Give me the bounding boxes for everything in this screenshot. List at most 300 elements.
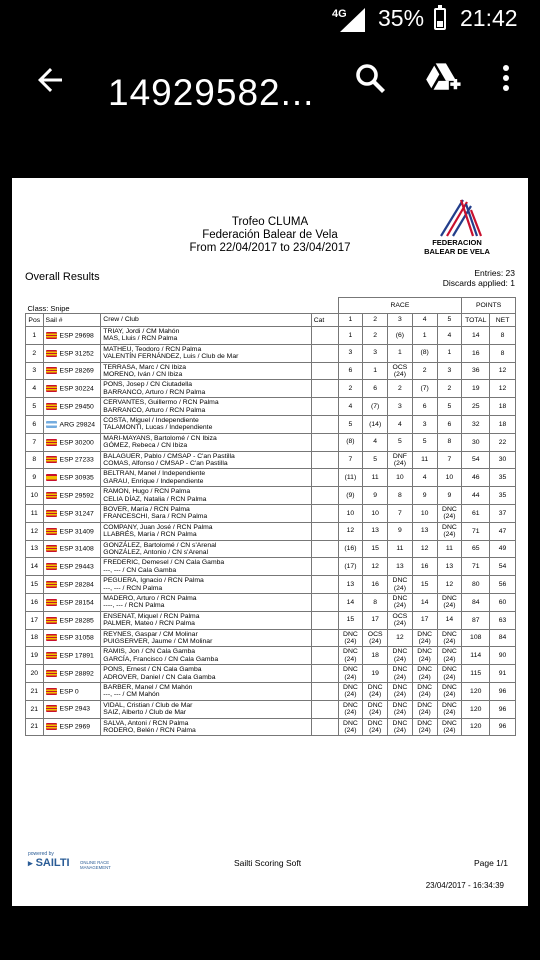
race-score-5: 5 bbox=[437, 398, 462, 416]
race-score-5: 7 bbox=[437, 451, 462, 469]
sail-number: ESP 31252 bbox=[59, 349, 94, 357]
flag-icon bbox=[46, 421, 57, 428]
crew-line-2: VALENTÍN FERNÁNDEZ, Luis / Club de Mar bbox=[103, 353, 239, 361]
signal-icon bbox=[332, 7, 368, 33]
row-cat bbox=[311, 504, 338, 522]
crew-line-1: PONS, Ernest / CN Cala Gamba bbox=[103, 666, 202, 674]
race-score-2: 19 bbox=[363, 665, 388, 683]
row-crew bbox=[101, 576, 311, 594]
race-score-3: DNF (24) bbox=[388, 451, 413, 469]
race-score-2: DNC (24) bbox=[363, 700, 388, 718]
row-cat bbox=[311, 398, 338, 416]
sail-number: ESP 28285 bbox=[59, 616, 94, 624]
row-crew bbox=[101, 362, 311, 380]
row-net: 8 bbox=[490, 327, 516, 345]
race-score-4: 16 bbox=[412, 558, 437, 576]
discards-applied: Discards applied: 1 bbox=[442, 278, 515, 288]
crew-line-2: TALAMONTI, Lucas / Independiente bbox=[103, 424, 213, 432]
row-position: 3 bbox=[26, 362, 44, 380]
row-sail bbox=[43, 665, 101, 683]
row-total: 61 bbox=[462, 504, 490, 522]
flag-icon bbox=[46, 403, 57, 410]
flag-icon bbox=[46, 545, 57, 552]
row-total: 65 bbox=[462, 540, 490, 558]
row-net: 90 bbox=[490, 647, 516, 665]
race-score-2: 3 bbox=[363, 344, 388, 362]
row-net: 60 bbox=[490, 593, 516, 611]
organizer: Federación Balear de Vela bbox=[202, 229, 338, 241]
race-score-4: 1 bbox=[412, 327, 437, 345]
logo-line-1: FEDERACION bbox=[432, 238, 482, 247]
crew-line-2: GONZÁLEZ, Antonio / CN s'Arenal bbox=[103, 548, 209, 556]
race-score-4: 6 bbox=[412, 398, 437, 416]
crew-line-1: SALVA, Antoni / RCN Palma bbox=[103, 719, 189, 727]
sailti-brand: ▸ SAILTI bbox=[28, 857, 70, 869]
flag-icon bbox=[46, 474, 57, 481]
race-score-4: 3 bbox=[412, 415, 437, 433]
race-score-1: 2 bbox=[338, 380, 363, 398]
row-total: 30 bbox=[462, 433, 490, 451]
row-crew bbox=[101, 415, 311, 433]
row-net: 47 bbox=[490, 522, 516, 540]
row-cat bbox=[311, 647, 338, 665]
search-icon[interactable] bbox=[352, 60, 388, 96]
row-cat bbox=[311, 344, 338, 362]
crew-line-1: TERRASA, Marc / CN Ibiza bbox=[103, 363, 187, 371]
race-score-5: DNC (24) bbox=[437, 665, 462, 683]
race-score-1: DNC (24) bbox=[338, 647, 363, 665]
flag-icon bbox=[46, 332, 57, 339]
row-crew bbox=[101, 380, 311, 398]
race-score-3: DNC (24) bbox=[388, 647, 413, 665]
event-name: Trofeo CLUMA bbox=[231, 216, 309, 228]
crew-line-2: BARRANCO, Arturo / RCN Palma bbox=[103, 388, 206, 396]
flag-icon bbox=[46, 705, 57, 712]
table-row bbox=[26, 629, 516, 647]
row-net: 49 bbox=[490, 540, 516, 558]
row-cat bbox=[311, 451, 338, 469]
table-row bbox=[26, 522, 516, 540]
row-crew bbox=[101, 433, 311, 451]
row-position: 13 bbox=[26, 540, 44, 558]
race-score-3: 2 bbox=[388, 380, 413, 398]
flag-icon bbox=[46, 617, 57, 624]
row-total: 36 bbox=[462, 362, 490, 380]
flag-icon bbox=[46, 688, 57, 695]
entries-count: Entries: 23 bbox=[474, 268, 515, 278]
race-score-3: 1 bbox=[388, 344, 413, 362]
col-crew: Crew / Club bbox=[101, 314, 311, 327]
row-cat bbox=[311, 433, 338, 451]
race-score-3: DNC (24) bbox=[388, 665, 413, 683]
logo-line-2: BALEAR DE VELA bbox=[424, 247, 490, 256]
row-sail bbox=[43, 647, 101, 665]
row-total: 19 bbox=[462, 380, 490, 398]
race-score-4: 17 bbox=[412, 611, 437, 629]
flag-icon bbox=[46, 634, 57, 641]
document-page bbox=[12, 178, 528, 906]
col-cat: Cat bbox=[311, 314, 338, 327]
crew-line-1: GONZÁLEZ, Bartolomé / CN s'Arenal bbox=[103, 541, 217, 549]
race-score-2: 15 bbox=[363, 540, 388, 558]
flag-icon bbox=[46, 456, 57, 463]
footer-software: Sailti Scoring Soft bbox=[234, 858, 302, 868]
race-score-1: 4 bbox=[338, 398, 363, 416]
row-position: 14 bbox=[26, 558, 44, 576]
col-sail: Sail # bbox=[43, 314, 101, 327]
race-score-1: 3 bbox=[338, 344, 363, 362]
race-score-1: 5 bbox=[338, 415, 363, 433]
row-position: 6 bbox=[26, 415, 44, 433]
race-score-2: 10 bbox=[363, 504, 388, 522]
race-score-1: 6 bbox=[338, 362, 363, 380]
row-position: 1 bbox=[26, 327, 44, 345]
sail-number: ESP 2969 bbox=[59, 723, 91, 731]
row-crew bbox=[101, 593, 311, 611]
row-net: 12 bbox=[490, 380, 516, 398]
crew-line-1: MATHEU, Teodoro / RCN Palma bbox=[103, 345, 202, 353]
race-score-1: (9) bbox=[338, 487, 363, 505]
row-total: 108 bbox=[462, 629, 490, 647]
row-total: 71 bbox=[462, 558, 490, 576]
race-score-3: 12 bbox=[388, 629, 413, 647]
race-score-4: 4 bbox=[412, 469, 437, 487]
table-row bbox=[26, 398, 516, 416]
row-cat bbox=[311, 682, 338, 700]
race-score-1: 13 bbox=[338, 576, 363, 594]
race-score-3: 10 bbox=[388, 469, 413, 487]
row-net: 37 bbox=[490, 504, 516, 522]
row-net: 18 bbox=[490, 398, 516, 416]
crew-line-2: GARAU, Enrique / Independiente bbox=[103, 477, 204, 485]
race-score-3: 9 bbox=[388, 522, 413, 540]
table-row bbox=[26, 362, 516, 380]
crew-line-1: BALAGUER, Pablo / CMSAP - C'an Pastilla bbox=[103, 452, 235, 460]
points-header: POINTS bbox=[462, 298, 516, 314]
crew-line-2: BARRANCO, Arturo / RCN Palma bbox=[103, 406, 206, 414]
sailti-brand-text: SAILTI bbox=[35, 857, 70, 869]
crew-line-1: BARBER, Manel / CM Mahón bbox=[103, 683, 193, 691]
row-sail bbox=[43, 362, 101, 380]
row-sail bbox=[43, 593, 101, 611]
race-score-1: DNC (24) bbox=[338, 665, 363, 683]
race-score-3: (6) bbox=[388, 327, 413, 345]
row-position: 15 bbox=[26, 576, 44, 594]
row-total: 84 bbox=[462, 593, 490, 611]
row-position: 12 bbox=[26, 522, 44, 540]
race-score-1: DNC (24) bbox=[338, 629, 363, 647]
crew-line-1: MARI-MAYANS, Bartolomé / CN Ibiza bbox=[103, 434, 217, 442]
row-position: 4 bbox=[26, 380, 44, 398]
row-sail bbox=[43, 433, 101, 451]
row-crew bbox=[101, 682, 311, 700]
race-score-4: DNC (24) bbox=[412, 682, 437, 700]
row-cat bbox=[311, 415, 338, 433]
row-total: 71 bbox=[462, 522, 490, 540]
row-position: 5 bbox=[26, 398, 44, 416]
sail-number: ESP 28284 bbox=[59, 581, 94, 589]
app-bar bbox=[0, 40, 540, 140]
row-net: 56 bbox=[490, 576, 516, 594]
col-race-1: 1 bbox=[338, 314, 363, 327]
col-race-5: 5 bbox=[437, 314, 462, 327]
race-score-4: 5 bbox=[412, 433, 437, 451]
row-total: 46 bbox=[462, 469, 490, 487]
race-score-3: 13 bbox=[388, 558, 413, 576]
row-position: 18 bbox=[26, 629, 44, 647]
row-cat bbox=[311, 327, 338, 345]
race-score-5: DNC (24) bbox=[437, 522, 462, 540]
race-score-5: DNC (24) bbox=[437, 593, 462, 611]
class-label: Class: Snipe bbox=[27, 304, 70, 313]
row-position: 11 bbox=[26, 504, 44, 522]
row-sail bbox=[43, 469, 101, 487]
race-score-2: DNC (24) bbox=[363, 682, 388, 700]
row-sail bbox=[43, 415, 101, 433]
race-score-5: 6 bbox=[437, 415, 462, 433]
row-position: 9 bbox=[26, 469, 44, 487]
add-to-drive-icon[interactable] bbox=[424, 60, 462, 96]
sailti-tagline bbox=[80, 861, 111, 871]
race-score-5: DNC (24) bbox=[437, 647, 462, 665]
row-position: 2 bbox=[26, 344, 44, 362]
row-position: 10 bbox=[26, 487, 44, 505]
race-score-1: 14 bbox=[338, 593, 363, 611]
race-score-2: 17 bbox=[363, 611, 388, 629]
race-score-1: 15 bbox=[338, 611, 363, 629]
race-score-2: 11 bbox=[363, 469, 388, 487]
table-row bbox=[26, 327, 516, 345]
row-sail bbox=[43, 398, 101, 416]
battery-percentage: 35% bbox=[378, 5, 425, 31]
race-score-3: OCS (24) bbox=[388, 611, 413, 629]
crew-line-1: COSTA, Miguel / Independiente bbox=[103, 416, 199, 424]
crew-line-2: SAIZ, Alberto / Club de Mar bbox=[103, 709, 187, 717]
tagline-2: MANAGEMENT bbox=[80, 864, 111, 870]
race-score-5: 13 bbox=[437, 558, 462, 576]
row-cat bbox=[311, 469, 338, 487]
sail-number: ESP 30935 bbox=[59, 474, 94, 482]
row-cat bbox=[311, 522, 338, 540]
table-row bbox=[26, 469, 516, 487]
race-score-1: 7 bbox=[338, 451, 363, 469]
row-total: 120 bbox=[462, 718, 490, 736]
table-row bbox=[26, 682, 516, 700]
crew-line-2: PALMER, Mateo / RCN Palma bbox=[103, 620, 195, 628]
sail-number: ARG 29824 bbox=[59, 421, 96, 429]
section-title: Overall Results bbox=[25, 271, 100, 283]
row-cat bbox=[311, 665, 338, 683]
row-position: 16 bbox=[26, 593, 44, 611]
federation-logo bbox=[417, 196, 497, 256]
row-crew bbox=[101, 469, 311, 487]
row-total: 120 bbox=[462, 682, 490, 700]
row-cat bbox=[311, 487, 338, 505]
race-score-3: 8 bbox=[388, 487, 413, 505]
crew-line-2: COMAS, Alfonso / CMSAP - C'an Pastilla bbox=[103, 459, 228, 467]
row-total: 14 bbox=[462, 327, 490, 345]
sail-number: ESP 31058 bbox=[59, 634, 94, 642]
row-crew bbox=[101, 344, 311, 362]
row-cat bbox=[311, 362, 338, 380]
row-net: 35 bbox=[490, 487, 516, 505]
race-score-4: DNC (24) bbox=[412, 700, 437, 718]
row-sail bbox=[43, 718, 101, 736]
crew-line-2: PUIGSERVER, Jaume / CM Molinar bbox=[103, 637, 213, 645]
back-arrow-icon[interactable] bbox=[32, 62, 68, 98]
race-score-5: 14 bbox=[437, 611, 462, 629]
table-row bbox=[26, 611, 516, 629]
table-row bbox=[26, 665, 516, 683]
crew-line-2: ----, --- / RCN Palma bbox=[103, 602, 165, 610]
flag-icon bbox=[46, 528, 57, 535]
col-race-2: 2 bbox=[363, 314, 388, 327]
row-net: 8 bbox=[490, 344, 516, 362]
race-score-1: (8) bbox=[338, 433, 363, 451]
sail-number: ESP 29698 bbox=[59, 332, 94, 340]
sail-number: ESP 29592 bbox=[59, 492, 94, 500]
row-sail bbox=[43, 380, 101, 398]
col-net: NET bbox=[490, 314, 516, 327]
crew-line-1: CERVANTES, Guillermo / RCN Palma bbox=[103, 399, 219, 407]
sail-number: ESP 17891 bbox=[59, 652, 94, 660]
row-position: 7 bbox=[26, 433, 44, 451]
race-score-2: OCS (24) bbox=[363, 629, 388, 647]
row-net: 84 bbox=[490, 629, 516, 647]
race-score-2: 13 bbox=[363, 522, 388, 540]
row-crew bbox=[101, 451, 311, 469]
table-row bbox=[26, 647, 516, 665]
row-position: 21 bbox=[26, 682, 44, 700]
race-score-4: 13 bbox=[412, 522, 437, 540]
race-score-3: DNC (24) bbox=[388, 593, 413, 611]
row-crew bbox=[101, 718, 311, 736]
race-score-2: 12 bbox=[363, 558, 388, 576]
flag-icon bbox=[46, 723, 57, 730]
race-score-3: 4 bbox=[388, 415, 413, 433]
race-score-2: (14) bbox=[363, 415, 388, 433]
row-crew bbox=[101, 522, 311, 540]
footer-page-number: Page 1/1 bbox=[473, 858, 508, 868]
table-row bbox=[26, 344, 516, 362]
row-sail bbox=[43, 576, 101, 594]
row-total: 54 bbox=[462, 451, 490, 469]
row-net: 35 bbox=[490, 469, 516, 487]
race-score-1: (11) bbox=[338, 469, 363, 487]
flag-icon bbox=[46, 581, 57, 588]
flag-icon bbox=[46, 385, 57, 392]
crew-line-1: VIDAL, Cristian / Club de Mar bbox=[103, 701, 193, 709]
race-score-2: 18 bbox=[363, 647, 388, 665]
flag-icon bbox=[46, 652, 57, 659]
sail-number: ESP 0 bbox=[59, 687, 79, 695]
race-score-3: DNC (24) bbox=[388, 682, 413, 700]
race-score-1: (16) bbox=[338, 540, 363, 558]
row-cat bbox=[311, 718, 338, 736]
row-cat bbox=[311, 540, 338, 558]
race-score-2: DNC (24) bbox=[363, 718, 388, 736]
row-sail bbox=[43, 504, 101, 522]
race-score-5: 1 bbox=[437, 344, 462, 362]
race-score-3: DNC (24) bbox=[388, 700, 413, 718]
crew-line-2: ---, --- / CM Mahón bbox=[103, 691, 160, 699]
row-cat bbox=[311, 576, 338, 594]
race-score-1: 12 bbox=[338, 522, 363, 540]
table-row bbox=[26, 576, 516, 594]
race-score-1: (17) bbox=[338, 558, 363, 576]
row-net: 18 bbox=[490, 415, 516, 433]
tagline-1: ONLINE RACE bbox=[80, 860, 110, 865]
row-net: 63 bbox=[490, 611, 516, 629]
powered-by: powered by bbox=[28, 851, 54, 857]
sail-number: ESP 31409 bbox=[59, 527, 94, 535]
footer-timestamp: 23/04/2017 - 16:34:39 bbox=[425, 881, 504, 890]
flag-icon bbox=[46, 492, 57, 499]
status-bar bbox=[0, 0, 540, 40]
row-sail bbox=[43, 558, 101, 576]
race-score-2: 6 bbox=[363, 380, 388, 398]
flag-icon bbox=[46, 350, 57, 357]
race-score-5: 12 bbox=[437, 576, 462, 594]
sail-number: ESP 28269 bbox=[59, 367, 94, 375]
race-score-3: 5 bbox=[388, 433, 413, 451]
row-total: 120 bbox=[462, 700, 490, 718]
race-score-3: 11 bbox=[388, 540, 413, 558]
crew-line-2: GARCÍA, Francisco / CN Cala Gamba bbox=[103, 655, 219, 663]
row-position: 20 bbox=[26, 665, 44, 683]
race-score-5: 8 bbox=[437, 433, 462, 451]
race-header: RACE bbox=[338, 298, 462, 314]
row-total: 44 bbox=[462, 487, 490, 505]
sail-number: ESP 29443 bbox=[59, 563, 94, 571]
table-row bbox=[26, 593, 516, 611]
row-net: 22 bbox=[490, 433, 516, 451]
race-score-2: 1 bbox=[363, 362, 388, 380]
crew-line-1: COMPANY, Juan José / RCN Palma bbox=[103, 523, 213, 531]
race-score-4: DNC (24) bbox=[412, 665, 437, 683]
row-net: 96 bbox=[490, 700, 516, 718]
race-score-2: 9 bbox=[363, 487, 388, 505]
row-cat bbox=[311, 593, 338, 611]
race-score-2: 4 bbox=[363, 433, 388, 451]
battery-icon bbox=[434, 8, 446, 30]
row-cat bbox=[311, 380, 338, 398]
crew-line-1: RAMON, Hugo / RCN Palma bbox=[103, 488, 191, 496]
col-total: TOTAL bbox=[462, 314, 490, 327]
flag-icon bbox=[46, 367, 57, 374]
table-row bbox=[26, 487, 516, 505]
crew-line-2: ---, --- / CN Cala Gamba bbox=[103, 566, 177, 574]
more-options-icon[interactable] bbox=[494, 60, 518, 96]
flag-icon bbox=[46, 670, 57, 677]
race-score-1: 1 bbox=[338, 327, 363, 345]
row-cat bbox=[311, 611, 338, 629]
sail-number: ESP 30224 bbox=[59, 385, 94, 393]
row-position: 21 bbox=[26, 700, 44, 718]
row-total: 80 bbox=[462, 576, 490, 594]
row-cat bbox=[311, 558, 338, 576]
row-crew bbox=[101, 540, 311, 558]
row-crew bbox=[101, 327, 311, 345]
race-score-2: 16 bbox=[363, 576, 388, 594]
row-crew bbox=[101, 558, 311, 576]
race-score-5: DNC (24) bbox=[437, 629, 462, 647]
table-row bbox=[26, 558, 516, 576]
race-score-3: OCS (24) bbox=[388, 362, 413, 380]
row-sail bbox=[43, 451, 101, 469]
row-cat bbox=[311, 629, 338, 647]
row-position: 17 bbox=[26, 611, 44, 629]
